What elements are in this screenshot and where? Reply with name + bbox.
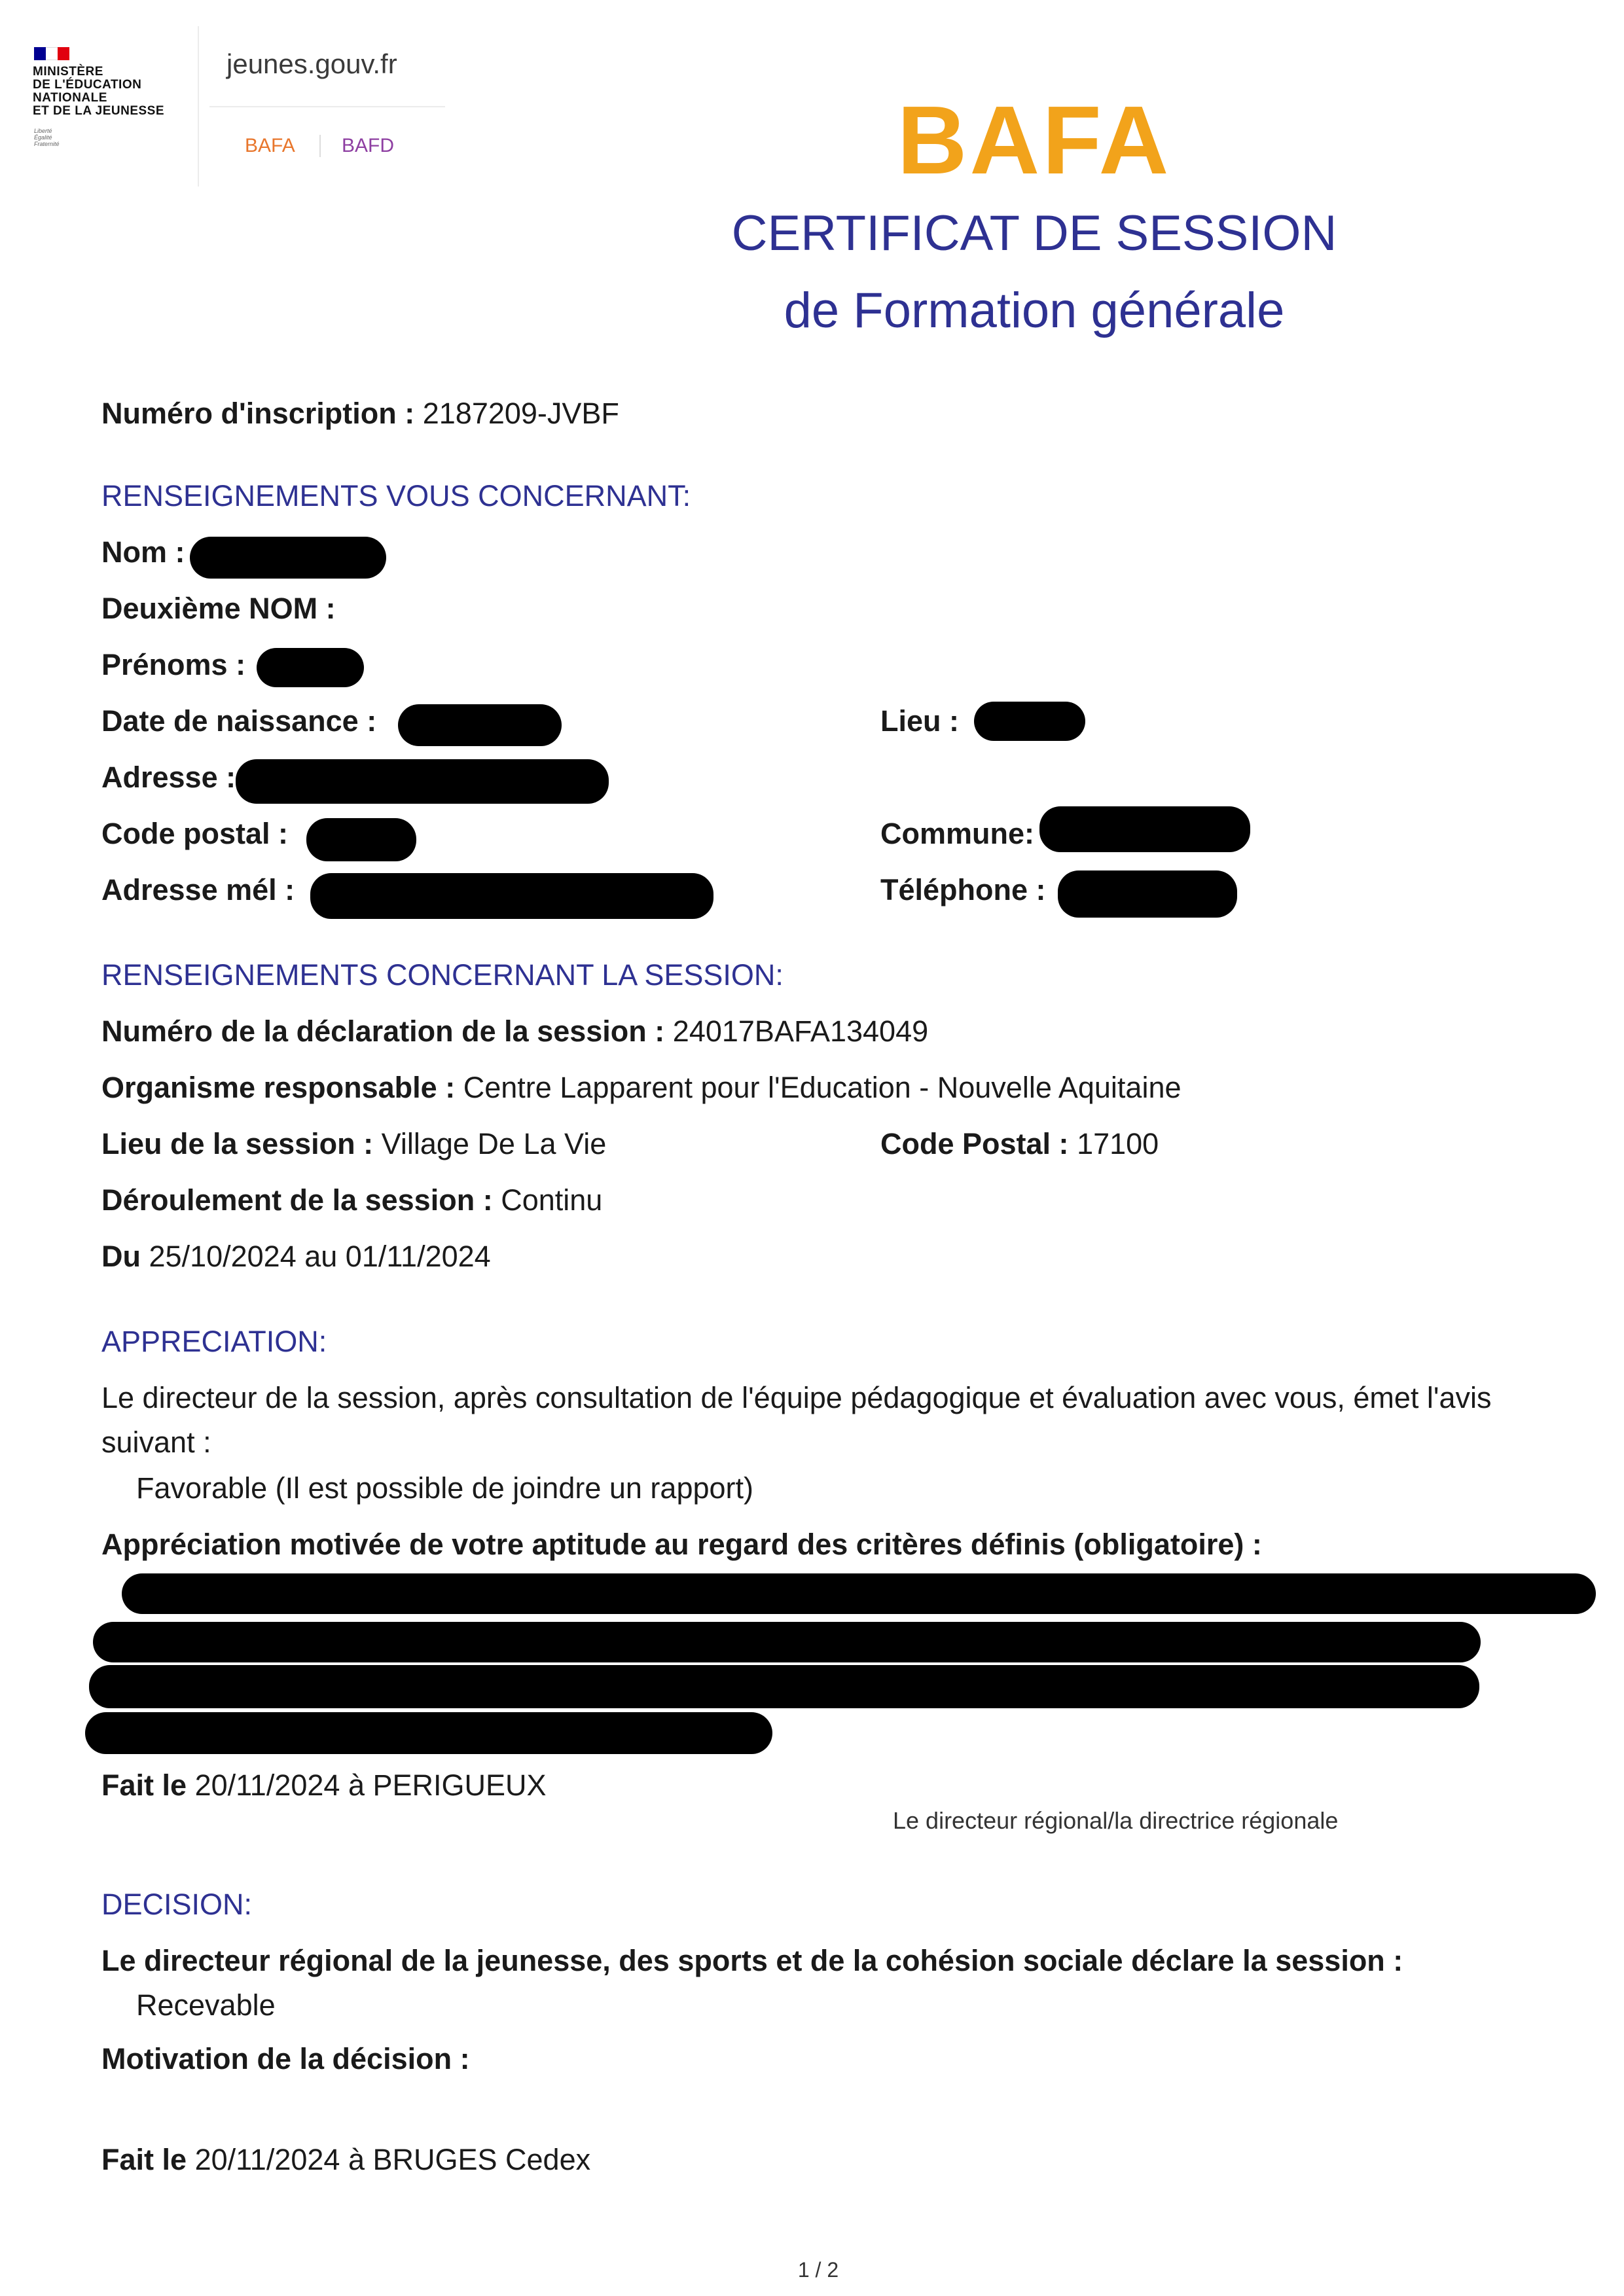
telephone-label: Téléphone : (880, 873, 1046, 906)
section-heading-decision: DECISION: (101, 1888, 253, 1921)
prenoms-label: Prénoms : (101, 648, 246, 681)
tab-divider (319, 135, 321, 157)
appreciation-motivee-label: Appréciation motivée de votre aptitude au regard des critères définis (obligatoire) : (101, 1528, 1262, 1561)
registration-number: Numéro d'inscription : 2187209-JVBF (101, 397, 619, 430)
signatory-title: Le directeur régional/la directrice régionale (893, 1807, 1339, 1834)
redaction-prenoms (257, 648, 364, 687)
appreciation-text-line2: suivant : (101, 1426, 211, 1459)
site-name: jeunes.gouv.fr (226, 48, 397, 79)
appreciation-avis: Favorable (Il est possible de joindre un rapport) (136, 1471, 754, 1505)
date-naissance-label: Date de naissance : (101, 704, 377, 738)
header-divider-vertical (198, 26, 199, 187)
page-number: 1 / 2 (797, 2258, 839, 2282)
header-divider-horizontal (209, 106, 445, 107)
redaction-telephone (1058, 870, 1237, 918)
appreciation-text-line1: Le directeur de la session, après consultation de l'équipe pédagogique et évaluation avec vous, émet l'avis (101, 1381, 1492, 1414)
redaction-adresse-mel (310, 873, 713, 919)
code-postal-label: Code postal : (101, 817, 289, 850)
section-heading-session: RENSEIGNEMENTS CONCERNANT LA SESSION: (101, 958, 784, 992)
redaction-date-naissance (398, 704, 562, 746)
republic-motto: Liberté Égalité Fraternité (34, 128, 60, 147)
redaction-code-postal (306, 818, 416, 861)
commune-label: Commune: (880, 817, 1034, 850)
redaction-appreciation-line3 (89, 1665, 1479, 1708)
motivation-decision-label: Motivation de la décision : (101, 2042, 470, 2075)
certificate-title: CERTIFICAT DE SESSION (731, 206, 1337, 261)
lieu-label: Lieu : (880, 704, 959, 738)
bafd-tab-label: BAFD (342, 135, 395, 156)
lieu-session: Lieu de la session : Village De La Vie (101, 1127, 607, 1160)
section-heading-appreciation: APPRECIATION: (101, 1325, 327, 1358)
redaction-appreciation-line2 (93, 1622, 1481, 1662)
section-heading-personal: RENSEIGNEMENTS VOUS CONCERNANT: (101, 479, 691, 512)
french-flag-icon (34, 47, 69, 60)
redaction-nom (190, 537, 386, 579)
session-code-postal: Code Postal : 17100 (880, 1127, 1159, 1160)
decision-value: Recevable (136, 1988, 276, 2022)
adresse-mel-label: Adresse mél : (101, 873, 295, 906)
redaction-appreciation-line4 (85, 1712, 772, 1754)
redaction-lieu (974, 702, 1085, 741)
organisme-responsable: Organisme responsable : Centre Lapparent pour l'Education - Nouvelle Aquitaine (101, 1071, 1182, 1104)
appreciation-fait-le: Fait le 20/11/2024 à PERIGUEUX (101, 1768, 547, 1802)
certificate-subtitle: de Formation générale (784, 283, 1285, 338)
nom-label: Nom : (101, 535, 185, 569)
session-dates: Du 25/10/2024 au 01/11/2024 (101, 1240, 491, 1273)
decision-fait-le: Fait le 20/11/2024 à BRUGES Cedex (101, 2143, 591, 2176)
bafa-tab-label: BAFA (245, 135, 295, 156)
declaration-number: Numéro de la déclaration de la session : 24017BAFA134049 (101, 1014, 929, 1048)
deuxieme-nom-label: Deuxième NOM : (101, 592, 336, 625)
decision-declare-label: Le directeur régional de la jeunesse, des sports et de la cohésion sociale déclare la session : (101, 1944, 1403, 1977)
bafa-logo-title: BAFA (897, 86, 1172, 194)
redaction-adresse (236, 759, 609, 804)
redaction-commune (1039, 806, 1250, 852)
adresse-label: Adresse : (101, 761, 236, 794)
redaction-appreciation-line1 (122, 1573, 1596, 1614)
deroulement-session: Déroulement de la session : Continu (101, 1183, 603, 1217)
ministry-logo-text: MINISTÈRE DE L'ÉDUCATION NATIONALE ET DE LA JEUNESSE (33, 65, 165, 118)
